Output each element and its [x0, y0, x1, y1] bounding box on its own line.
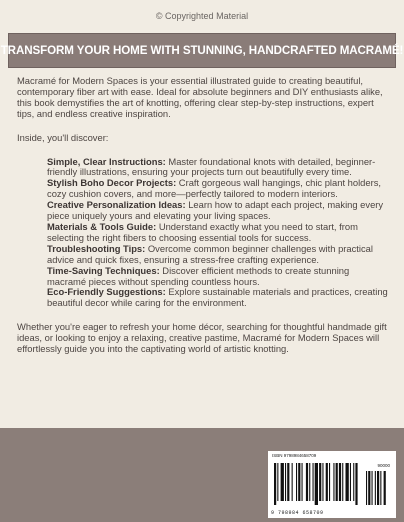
feature-title: Materials & Tools Guide:: [47, 220, 157, 232]
feature-title: Troubleshooting Tips:: [47, 242, 146, 254]
barcode-box: [268, 451, 396, 518]
feature-text: Master foundational knots with detailed, beginner-friendly illustrations, ensuring your projects turn out beautifully every time.: [47, 155, 376, 178]
barcode-digits: 9 798984 658709: [271, 510, 324, 516]
feature-item: [47, 266, 389, 288]
feature-item: [47, 200, 389, 222]
feature-text: Craft gorgeous wall hangings, chic plant holders, cozy cushion covers, and more—perfectly tailored to modern interiors.: [47, 177, 382, 200]
headline-text: TRANSFORM YOUR HOME WITH STUNNING, HANDCRAFTED MACRAMÉ!: [0, 44, 404, 57]
feature-item: [47, 157, 389, 179]
barcode-icon: [272, 459, 392, 507]
intro-paragraph: Macramé for Modern Spaces is your essential illustrated guide to creating beautiful, contemporary fiber art with ease. Ideal for absolute beginners and DIY enthusiasts alike, this book demystifies the art of knotting, offering clear step-by-step instructions, expert tips, and endless creative inspiration.: [17, 75, 383, 119]
feature-list: [17, 157, 389, 310]
feature-item: [47, 244, 389, 266]
feature-text: Overcome common beginner challenges with practical advice and quick fixes, ensuring a stress-free crafting experience.: [47, 242, 373, 265]
inside-label: Inside, you'll discover:: [17, 131, 109, 143]
feature-title: Stylish Boho Decor Projects:: [47, 177, 177, 189]
feature-item: [47, 222, 389, 244]
copyright-notice: © Copyrighted Material: [155, 11, 249, 21]
feature-text: Explore sustainable materials and practices, creating beautiful decor while caring for the environment.: [47, 286, 388, 309]
feature-item: [47, 287, 389, 309]
feature-text: Learn how to adapt each project, making every piece uniquely yours and elevating your living spaces.: [47, 199, 384, 222]
price-code: 90000: [377, 463, 390, 468]
feature-title: Simple, Clear Instructions:: [47, 155, 166, 167]
feature-text: Discover efficient methods to create stunning macramé pieces without spending countless hours.: [47, 264, 350, 287]
feature-item: [47, 178, 389, 200]
description-body: [17, 76, 389, 368]
closing-paragraph: Whether you're eager to refresh your home décor, searching for thoughtful handmade gift ideas, or looking to enjoy a relaxing, creative pastime, Macramé for Modern Spaces will effortlessly guide you into the captivating world of artistic knotting.: [17, 321, 387, 355]
isbn-label: ISBN 9798984658709: [272, 453, 317, 458]
feature-text: Understand exactly what you need to start, from selecting the right fibers to choosing essential tools for success.: [47, 220, 358, 243]
feature-title: Time-Saving Techniques:: [47, 264, 160, 276]
feature-title: Eco-Friendly Suggestions:: [47, 286, 166, 298]
feature-title: Creative Personalization Ideas:: [47, 199, 186, 211]
headline-banner: [0, 33, 404, 68]
